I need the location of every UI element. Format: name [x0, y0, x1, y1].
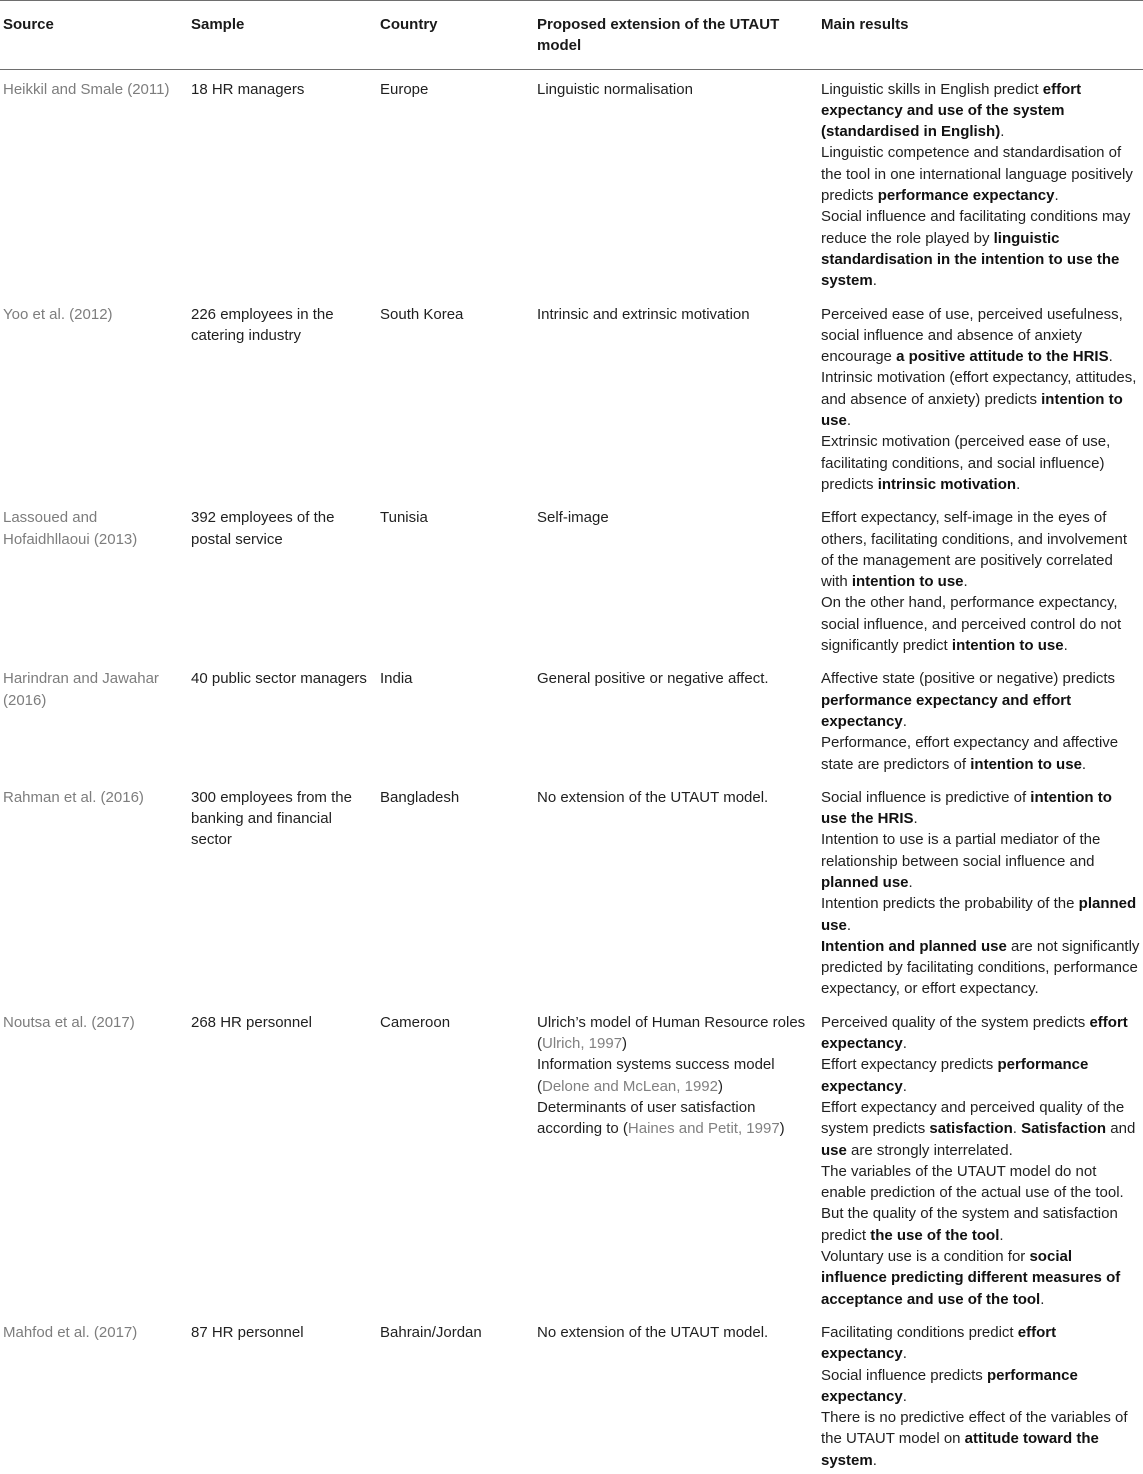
text-run: . — [1016, 475, 1021, 493]
cell-paragraph — [537, 1097, 810, 1140]
cell-paragraph — [821, 787, 1141, 830]
cell-country: South Korea — [380, 305, 464, 323]
emphasis-text: effort expectancy — [821, 1013, 1128, 1053]
citation-text: Delone and McLean, 1992 — [542, 1077, 718, 1095]
text-run: Effort expectancy predicts — [821, 1056, 998, 1074]
text-run: . — [908, 873, 913, 891]
text-run: Information systems success model ( — [537, 1056, 775, 1095]
table-row — [0, 69, 1143, 294]
text-run: General positive or negative affect. — [537, 670, 769, 688]
cell-extension — [534, 778, 818, 1003]
text-run: Social influence is predictive of — [821, 788, 1031, 806]
text-run: Effort expectancy, self-image in the eyes of others, facilitating conditions, and involvement of the management are positively correlated with — [821, 509, 1128, 591]
emphasis-text: attitude toward the system — [821, 1430, 1099, 1469]
text-run: Facilitating conditions predict — [821, 1323, 1018, 1341]
text-run: Voluntary use is a condition for — [821, 1248, 1030, 1266]
emphasis-text: use — [821, 1141, 847, 1159]
emphasis-text: performance expectancy — [877, 187, 1055, 205]
cell-sample: 226 employees in the catering industry — [191, 305, 334, 344]
cell-extension — [534, 295, 818, 499]
emphasis-text: satisfaction — [929, 1120, 1013, 1138]
cell-paragraph — [821, 732, 1141, 775]
table-row — [0, 1313, 1143, 1474]
cell-extension — [534, 498, 818, 659]
text-run: No extension of the UTAUT model. — [537, 1323, 769, 1341]
cell-sample: 392 employees of the postal service — [191, 509, 335, 548]
emphasis-text: planned use — [821, 873, 909, 891]
cell-paragraph — [537, 507, 810, 528]
text-run: . — [846, 916, 852, 934]
cell-paragraph — [821, 367, 1141, 431]
text-run: . — [872, 272, 877, 290]
emphasis-text: Intention and planned use — [821, 937, 1007, 955]
citation-text: Ulrich, 1997 — [542, 1035, 623, 1053]
cell-paragraph — [821, 1097, 1141, 1161]
cell-paragraph — [537, 1012, 810, 1055]
text-run: . — [1081, 755, 1087, 773]
text-run: . — [872, 1451, 877, 1469]
cell-country: Bangladesh — [380, 788, 460, 806]
cell-paragraph — [821, 893, 1141, 936]
cell-sample: 300 employees from the banking and financial sector — [191, 788, 352, 849]
header-country: Country — [377, 1, 534, 70]
cell-results — [818, 498, 1143, 659]
text-run: . — [1012, 1120, 1022, 1138]
text-run: Linguistic skills in English predict — [821, 80, 1043, 98]
text-run: . — [902, 1077, 907, 1095]
header-row — [0, 1, 1143, 70]
text-run: The variables of the UTAUT model do not enable prediction of the actual use of the tool. But the quality of the system and satisfaction predict — [821, 1162, 1124, 1244]
citation-text: Haines and Petit, 1997 — [627, 1120, 780, 1138]
emphasis-text: intention to use the HRIS — [821, 788, 1112, 828]
emphasis-text: performance expectancy — [821, 1056, 1089, 1095]
cell-sample: 87 HR personnel — [191, 1323, 304, 1341]
text-run: . — [902, 1387, 907, 1405]
cell-results — [818, 1313, 1143, 1474]
cell-paragraph — [821, 1012, 1141, 1055]
cell-paragraph — [821, 79, 1141, 143]
cell-results — [818, 778, 1143, 1003]
cell-paragraph — [821, 829, 1141, 893]
header-source: Source — [0, 1, 188, 70]
text-run: and — [1106, 1120, 1136, 1138]
cell-sample: 268 HR personnel — [191, 1013, 312, 1031]
text-run: Social influence predicts — [821, 1366, 987, 1384]
table-row — [0, 778, 1143, 1003]
cell-paragraph — [821, 592, 1141, 656]
cell-paragraph — [537, 1322, 810, 1343]
cell-paragraph — [821, 142, 1141, 206]
text-run: Performance, effort expectancy and affective state are predictors of — [821, 734, 1119, 773]
text-run: . — [1000, 123, 1005, 141]
emphasis-text: the use of the tool — [870, 1226, 1000, 1244]
emphasis-text: performance expectancy and effort expectancy — [821, 691, 1072, 730]
cell-extension — [534, 69, 818, 294]
emphasis-text: planned use — [821, 895, 1137, 934]
table-row — [0, 1003, 1143, 1313]
cell-source: Harindran and Jawahar (2016) — [3, 670, 159, 709]
text-run: Intrinsic and extrinsic motivation — [537, 305, 750, 323]
table-row — [0, 295, 1143, 499]
text-run: are not significantly predicted by facilitating conditions, performance expectancy, or effort expectancy. — [821, 937, 1140, 998]
text-run: Perceived quality of the system predicts — [821, 1013, 1090, 1031]
cell-results — [818, 295, 1143, 499]
text-run: On the other hand, performance expectancy, social influence, and perceived control do not significantly predict — [821, 594, 1122, 655]
emphasis-text: effort expectancy and use of the system (standardised in English) — [821, 80, 1082, 141]
text-run: are strongly interrelated. — [846, 1141, 1013, 1159]
emphasis-text: intention to use — [951, 637, 1064, 655]
text-run: . — [1054, 187, 1059, 205]
table-row — [0, 498, 1143, 659]
cell-country: Bahrain/Jordan — [380, 1323, 482, 1341]
text-run: . — [1040, 1290, 1045, 1308]
cell-paragraph — [821, 1246, 1141, 1310]
emphasis-text: performance expectancy — [821, 1366, 1078, 1405]
cell-sample: 40 public sector managers — [191, 670, 367, 688]
cell-results — [818, 659, 1143, 777]
text-run: . — [913, 810, 918, 828]
cell-paragraph — [821, 936, 1141, 1000]
cell-paragraph — [537, 79, 810, 100]
cell-paragraph — [821, 668, 1141, 732]
cell-source: Yoo et al. (2012) — [3, 305, 113, 323]
emphasis-text: social influence predicting different measures of acceptance and use of the tool — [821, 1248, 1121, 1308]
cell-paragraph — [537, 787, 810, 808]
emphasis-text: effort expectancy — [821, 1323, 1057, 1363]
table-row — [0, 659, 1143, 777]
cell-country: Europe — [380, 80, 429, 98]
text-run: Determinants of user satisfaction according to ( — [537, 1098, 756, 1138]
emphasis-text: linguistic standardisation in the intention to use the system — [821, 229, 1120, 290]
cell-source: Lassoued and Hofaidhllaoui (2013) — [3, 509, 138, 548]
text-run: . — [902, 1035, 907, 1053]
cell-paragraph — [821, 304, 1141, 368]
text-run: Self-image — [537, 509, 609, 527]
text-run: . — [902, 712, 907, 730]
text-run: Linguistic normalisation — [537, 80, 693, 98]
cell-sample: 18 HR managers — [191, 80, 305, 98]
emphasis-text: a positive attitude to the HRIS — [896, 348, 1109, 366]
cell-paragraph — [821, 1322, 1141, 1365]
text-run: Linguistic competence and standardisation of the tool in one international language positively predicts — [821, 144, 1133, 205]
text-run: ) — [622, 1035, 628, 1053]
text-run: Social influence and facilitating conditions may reduce the role played by — [821, 208, 1131, 247]
text-run: Perceived ease of use, perceived usefulness, social influence and absence of anxiety encourage — [821, 305, 1123, 366]
text-run: . — [846, 412, 852, 430]
emphasis-text: intention to use — [821, 390, 1123, 430]
cell-paragraph — [821, 206, 1141, 291]
emphasis-text: intention to use — [851, 573, 964, 591]
cell-paragraph — [821, 1407, 1141, 1471]
cell-extension — [534, 659, 818, 777]
cell-results — [818, 1003, 1143, 1313]
text-run: Effort expectancy and perceived quality of the system predicts — [821, 1098, 1125, 1138]
cell-extension — [534, 1313, 818, 1474]
cell-paragraph — [537, 304, 810, 325]
text-run: . — [1108, 348, 1113, 366]
cell-source: Mahfod et al. (2017) — [3, 1323, 138, 1341]
cell-paragraph — [821, 1054, 1141, 1097]
emphasis-text: intention to use — [970, 755, 1082, 773]
text-run: ) — [717, 1077, 723, 1095]
cell-source: Rahman et al. (2016) — [3, 788, 144, 806]
header-extension: Proposed extension of the UTAUT model — [534, 1, 818, 70]
cell-country: Cameroon — [380, 1013, 451, 1031]
cell-paragraph — [537, 1054, 810, 1097]
header-sample: Sample — [188, 1, 377, 70]
text-run: . — [963, 573, 968, 591]
text-run: . — [999, 1226, 1004, 1244]
cell-paragraph — [821, 1365, 1141, 1408]
text-run: Extrinsic motivation (perceived ease of use, facilitating conditions, and social influence) predicts — [821, 433, 1111, 493]
text-run: No extension of the UTAUT model. — [537, 788, 769, 806]
text-run: ) — [779, 1120, 785, 1138]
text-run: Intention predicts the probability of the — [821, 895, 1079, 913]
cell-paragraph — [821, 431, 1141, 495]
cell-paragraph — [821, 507, 1141, 592]
text-run: Intrinsic motivation (effort expectancy, attitudes, and absence of anxiety) predicts — [821, 369, 1137, 408]
cell-source: Noutsa et al. (2017) — [3, 1013, 135, 1031]
cell-paragraph — [537, 668, 810, 689]
cell-source: Heikkil and Smale (2011) — [3, 80, 170, 98]
text-run: There is no predictive effect of the variables of the UTAUT model on — [821, 1409, 1128, 1448]
text-run: Ulrich’s model of Human Resource roles ( — [537, 1013, 806, 1053]
text-run: Intention to use is a partial mediator of the relationship between social influence and — [821, 831, 1101, 870]
text-run: Affective state (positive or negative) predicts — [821, 670, 1116, 688]
header-results: Main results — [818, 1, 1143, 70]
cell-results — [818, 69, 1143, 294]
cell-country: Tunisia — [380, 509, 428, 527]
emphasis-text: Satisfaction — [1021, 1120, 1107, 1138]
emphasis-text: intrinsic motivation — [877, 475, 1017, 493]
cell-country: India — [380, 670, 413, 688]
cell-paragraph — [821, 1161, 1141, 1246]
cell-extension — [534, 1003, 818, 1313]
text-run: . — [902, 1345, 907, 1363]
text-run: . — [1063, 637, 1068, 655]
